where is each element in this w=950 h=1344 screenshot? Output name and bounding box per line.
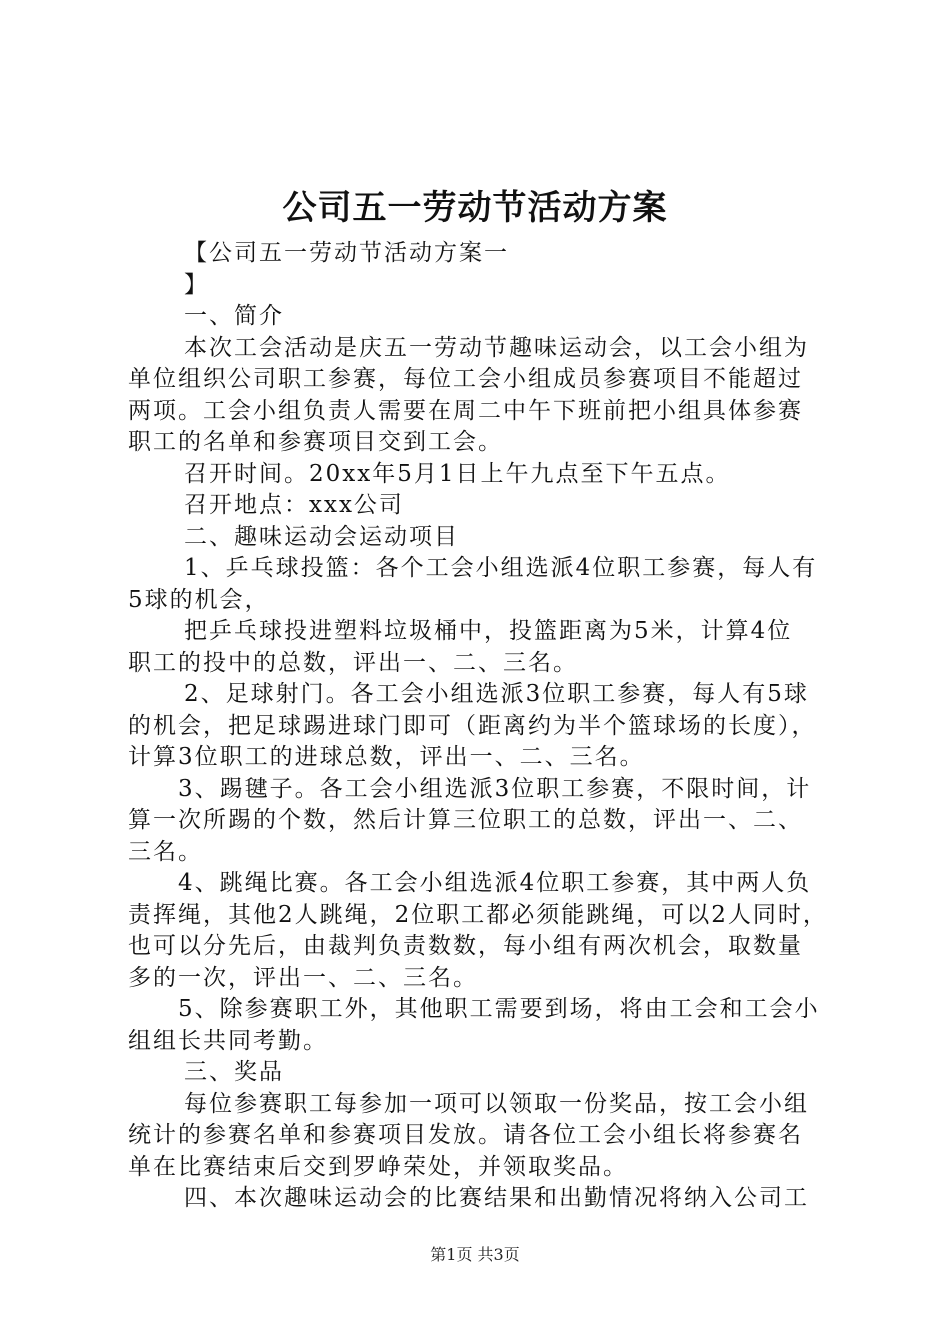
body-line: 【公司五一劳动节活动方案一	[184, 240, 509, 266]
body-line: 1、乒乓球投篮：各个工会小组选派4位职工参赛，每人有	[184, 555, 818, 581]
body-line: 5球的机会，	[128, 586, 270, 613]
body-line: 组组长共同考勤。	[128, 1027, 328, 1054]
body-line: 统计的参赛名单和参赛项目发放。请各位工会小组长将参赛名	[128, 1122, 803, 1148]
body-line: 召开时间。20xx年5月1日上午九点至下午五点。	[184, 460, 731, 487]
body-line: 二、趣味运动会运动项目	[184, 523, 459, 550]
body-line: 3、踢毽子。各工会小组选派3位职工参赛，不限时间，计	[178, 775, 812, 802]
body-line: 责挥绳，其他2人跳绳，2位职工都必须能跳绳，可以2人同时，	[128, 901, 828, 928]
body-line: 职工的名单和参赛项目交到工会。	[128, 429, 503, 455]
body-line: 三名。	[128, 838, 203, 865]
body-line: 单位组织公司职工参赛，每位工会小组成员参赛项目不能超过	[128, 366, 803, 392]
body-line: 把乒乓球投进塑料垃圾桶中，投篮距离为5米，计算4位	[184, 618, 793, 644]
body-line: 两项。工会小组负责人需要在周二中午下班前把小组具体参赛	[128, 397, 803, 424]
body-line: 】	[184, 271, 209, 298]
body-line: 也可以分先后，由裁判负责数数，每小组有两次机会，取数量	[128, 933, 803, 959]
body-line: 三、奖品	[184, 1059, 284, 1085]
body-line: 本次工会活动是庆五一劳动节趣味运动会，以工会小组为	[184, 334, 809, 361]
body-line: 多的一次，评出一、二、三名。	[128, 964, 478, 991]
document-body	[128, 238, 840, 1215]
page-footer: 第1页 共3页	[430, 1245, 520, 1264]
body-line: 算一次所踢的个数，然后计算三位职工的总数，评出一、二、	[128, 807, 803, 833]
body-line: 一、简介	[184, 303, 284, 329]
body-line: 2、足球射门。各工会小组选派3位职工参赛，每人有5球	[184, 681, 809, 707]
body-line: 5、除参赛职工外，其他职工需要到场，将由工会和工会小	[178, 996, 820, 1022]
document-title: 公司五一劳动节活动方案	[282, 188, 668, 228]
body-line: 单在比赛结束后交到罗峥荣处，并领取奖品。	[128, 1153, 628, 1180]
body-line: 职工的投中的总数，评出一、二、三名。	[128, 649, 578, 676]
body-line: 4、跳绳比赛。各工会小组选派4位职工参赛，其中两人负	[178, 870, 812, 896]
body-line: 计算3位职工的进球总数，评出一、二、三名。	[128, 744, 645, 770]
body-line: 召开地点：xxx公司	[184, 492, 404, 518]
body-line: 每位参赛职工每参加一项可以领取一份奖品，按工会小组	[184, 1090, 809, 1117]
body-line: 的机会，把足球踢进球门即可（距离约为半个篮球场的长度），	[128, 712, 817, 739]
body-line: 四、本次趣味运动会的比赛结果和出勤情况将纳入公司工	[184, 1185, 809, 1211]
